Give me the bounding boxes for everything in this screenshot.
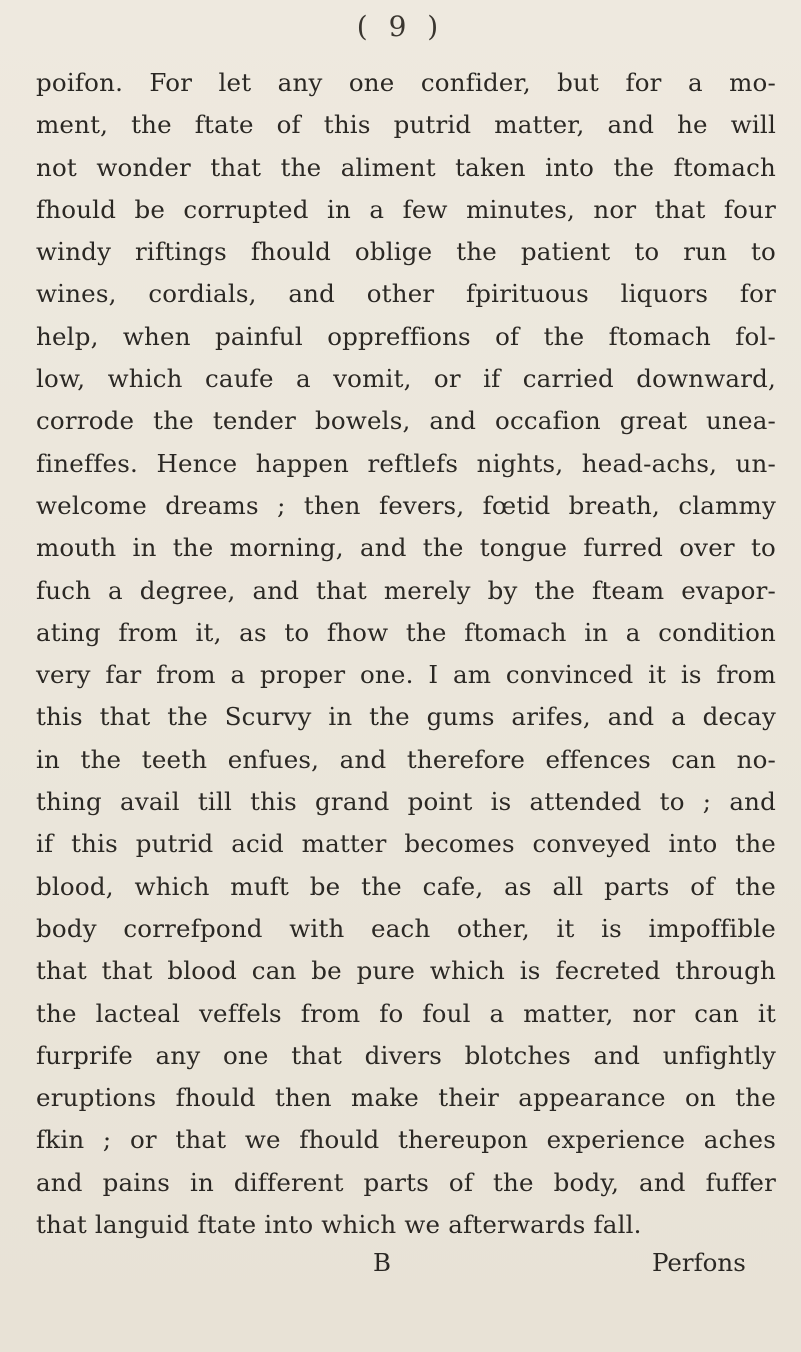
text-line-18: thing avail till this grand point is attended to ; and: [36, 787, 776, 817]
text-line-13: fuch a degree, and that merely by the fteam evapor-: [36, 575, 776, 605]
text-line-21: body correfpond with each other, it is impoffible: [36, 913, 776, 943]
text-line-25: eruptions fhould then make their appearance on the: [36, 1083, 776, 1113]
text-line-26: fkin ; or that we fhould thereupon experience aches: [36, 1125, 776, 1155]
text-line-6: wines, cordials, and other fpirituous liquors for: [36, 279, 776, 309]
page-footer: [0, 1248, 801, 1288]
text-line-17: in the teeth enfues, and therefore effences can no-: [36, 744, 776, 774]
text-line-1: poifon. For let any one confider, but for a mo-: [36, 68, 776, 97]
page-number: ( 9 ): [356, 10, 445, 43]
text-line-4: fhould be corrupted in a few minutes, nor that four: [36, 194, 776, 224]
text-line-28: that languid ftate into which we afterwards fall.: [36, 1210, 642, 1240]
text-line-9: corrode the tender bowels, and occafion great unea-: [36, 406, 776, 436]
text-line-16: this that the Scurvy in the gums arifes, and a decay: [36, 702, 776, 732]
text-line-19: if this putrid acid matter becomes conveyed into the: [36, 829, 776, 859]
text-line-14: ating from it, as to fhow the ftomach in a condition: [36, 617, 776, 647]
text-line-2: ment, the ftate of this putrid matter, and he will: [36, 110, 776, 140]
text-line-20: blood, which muft be the cafe, as all parts of the: [36, 871, 776, 901]
text-line-12: mouth in the morning, and the tongue furred over to: [36, 533, 776, 563]
text-line-22: that that blood can be pure which is fecreted through: [36, 956, 776, 986]
text-line-5: windy riftings fhould oblige the patient to run to: [36, 237, 776, 267]
text-line-7: help, when painful oppreffions of the ftomach fol-: [36, 321, 776, 351]
text-line-3: not wonder that the aliment taken into the ftomach: [36, 152, 776, 182]
signature-mark: B: [373, 1248, 392, 1277]
text-line-11: welcome dreams ; then fevers, fœtid breath, clammy: [36, 490, 776, 520]
catchword: Perfons: [652, 1248, 746, 1277]
text-line-27: and pains in different parts of the body, and fuffer: [36, 1167, 776, 1197]
text-line-10: fineffes. Hence happen reftlefs nights, head-achs, un-: [36, 448, 776, 478]
body-text: [36, 62, 776, 1246]
text-line-24: furprife any one that divers blotches and unfightly: [36, 1040, 776, 1070]
text-line-23: the lacteal veffels from fo foul a matter, nor can it: [36, 998, 776, 1028]
text-line-8: low, which caufe a vomit, or if carried downward,: [36, 364, 776, 394]
text-line-15: very far from a proper one. I am convinced it is from: [36, 660, 776, 690]
